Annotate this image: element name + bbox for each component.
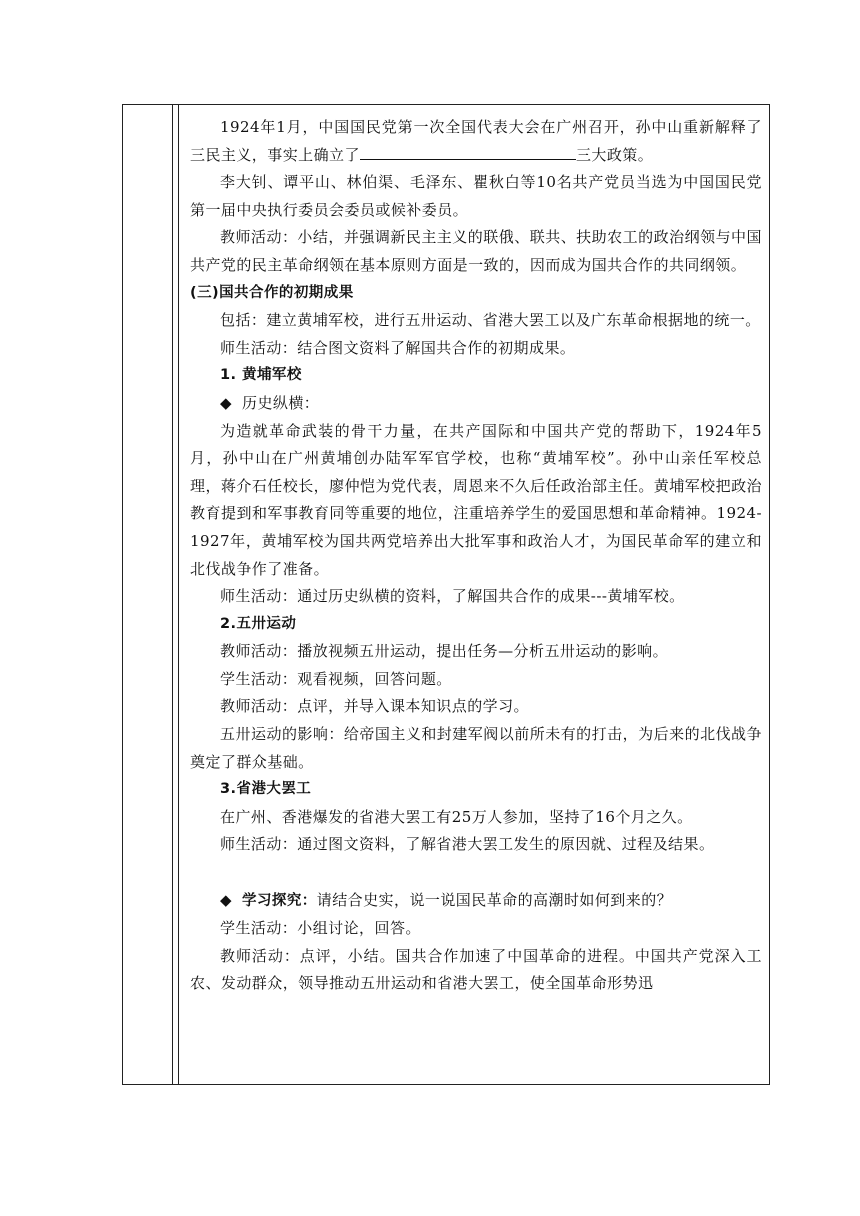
paragraph: 包括：建立黄埔军校，进行五卅运动、省港大罢工以及广东革命根据地的统一。	[220, 311, 761, 330]
paragraph: 教师活动：播放视频五卅运动，提出任务—分析五卅运动的影响。	[220, 642, 669, 661]
paragraph: 五卅运动的影响：给帝国主义和封建军阀以前所未有的打击，为后来的北伐战争奠定了群众基础。	[190, 725, 762, 771]
diamond-bullet-icon: ◆	[220, 890, 232, 909]
paragraph: 学生活动：观看视频，回答问题。	[220, 669, 452, 688]
paragraph: 师生活动：通过历史纵横的资料，了解国共合作的成果---黄埔军校。	[220, 587, 685, 606]
paragraph: 教师活动：小结，并强调新民主主义的联俄、联共、扶助农工的政治纲领与中国共产党的民主革命纲领在基本原则方面是一致的，因而成为国共合作的共同纲领。	[190, 228, 762, 274]
section-heading: (三)国共合作的初期成果	[190, 284, 354, 301]
blank-line	[190, 859, 762, 887]
paragraph: 在广州、香港爆发的省港大罢工有25万人参加，坚持了16个月之久。	[220, 807, 693, 826]
subsection-heading: 3.省港大罢工	[220, 781, 312, 798]
paragraph: 学生活动：小组讨论，回答。	[220, 919, 421, 938]
paragraph: 1924年1月，中国国民党第一次全国代表大会在广州召开，孙中山重新解释了三民主义，事实上确立了 三大政策。	[190, 118, 762, 164]
paragraph: 师生活动：通过图文资料，了解省港大罢工发生的原因就、过程及结果。	[220, 835, 715, 854]
lesson-table	[122, 104, 770, 1085]
paragraph: 教师活动：点评，并导入课本知识点的学习。	[220, 697, 530, 716]
subsection-heading: 2.五卅运动	[220, 615, 297, 632]
column-divider	[178, 105, 179, 1084]
subsection-heading: 1. 黄埔军校	[220, 367, 302, 384]
lesson-content	[190, 114, 762, 998]
paragraph: 为造就革命武装的骨干力量，在共产国际和中国共产党的帮助下，1924年5月，孙中山在广州黄埔创办陆军军官学校，也称“黄埔军校”。孙中山亲任军校总理，蒋介石任校长，廖仲恺为党代表，周恩来不久后任政治部主任。黄埔军校把政治教育提到和军事教育同等重要的地位，注重培养学生的爱国思想和革命精神。1924-1927年，黄埔军校为国共两党培养出大批军事和政治人才，为国民革命军的建立和北伐战争作了准备。	[190, 421, 762, 578]
history-label-line: ◆ 历史纵横：	[220, 393, 320, 412]
paragraph: 教师活动：点评，小结。国共合作加速了中国革命的进程。中国共产党深入工农、发动群众，领导推动五卅运动和省港大罢工，使全国革命形势迅	[190, 946, 762, 993]
column-divider	[172, 105, 173, 1084]
fill-in-blank	[360, 142, 576, 160]
diamond-bullet-icon: ◆	[220, 393, 232, 412]
paragraph: 李大钊、谭平山、林伯渠、毛泽东、瞿秋白等10名共产党员当选为中国国民党第一届中央执行委员会委员或候补委员。	[190, 173, 762, 219]
paragraph: 师生活动：结合图文资料了解国共合作的初期成果。	[220, 338, 576, 357]
inquiry-line: ◆ 学习探究：请结合史实，说一说国民革命的高潮时如何到来的？	[220, 890, 673, 909]
